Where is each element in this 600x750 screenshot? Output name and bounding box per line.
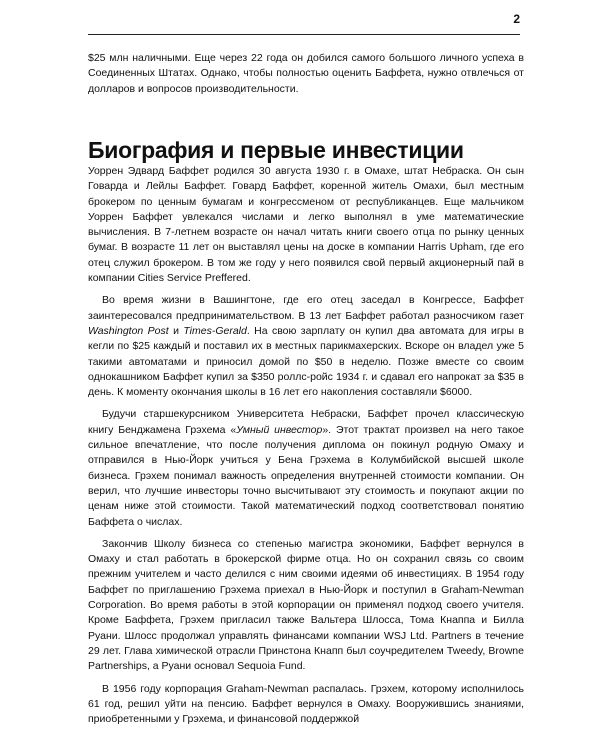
times-gerald-title: Times-Gerald bbox=[183, 324, 247, 337]
paragraph-1: Уоррен Эдвард Баффет родился 30 августа 1930 г. в Омахе, штат Небраска. Он сын Говарда и Лейлы Баффет. Говард Баффет, коренной житель Омахи, был местным брокером по ценным бумагам и конгрессменом от республиканцев. Еще мальчиком Уоррен Баффет увлекался числами и легко выполнял в уме математические вычисления. В 7-летнем возрасте он начал читать книги своего отца по рынку ценных бумаг. В возрасте 11 лет он выставлял цены на доске в компании Harris Upham, где его отец служил брокером. В том же году у него появился свой первый акционерный пай в компании Cities Service Preffered. bbox=[88, 165, 524, 285]
paragraph-3 bbox=[88, 407, 524, 529]
intro-paragraph: $25 млн наличными. Еще через 22 года он добился самого большого личного успеха в Соединенных Штатах. Однако, чтобы полностью оценить Баффета, нужно отвлечься от долларов и вопросов производительности. bbox=[88, 52, 524, 95]
paragraph-2 bbox=[88, 293, 524, 400]
paragraph-3-part-b: ». Этот трактат произвел на него такое сильное впечатление, что после получения диплома он покинул родную Омаху и отправился в Нью-Йорк учиться у Бена Грэхема в Колумбийской высшей школе бизнеса. Грэхем понимал важность определения внутренней стоимости компании. Он верил, что лучшие инвесторы точно высчитывают эту стоимость и покупают акции по ценам ниже этой стоимости. Такой математический подход соответствовал понятию Баффета о числах. bbox=[88, 423, 524, 528]
paragraph-3-part-a: Будучи старшекурсником Университета Небраски, Баффет прочел классическую книгу Бенджамена Грэхема « bbox=[88, 408, 524, 436]
section-body bbox=[88, 164, 524, 734]
page-number: 2 bbox=[513, 12, 520, 26]
paragraph-4: Закончив Школу бизнеса со степенью магистра экономики, Баффет вернулся в Омаху и стал работать в брокерской фирме отца. Но он сохранил связь со своим прежним учителем и часто делился с ним своими идеями об инвестициях. В 1954 году Баффет по приглашению Грэхема приехал в Нью-Йорк и поступил в Graham-Newman Corporation. Во время работы в этой корпорации он применял подход своего учителя. Кроме Баффета, Грэхем пригласил также Вальтера Шлосса, Тома Кнаппа и Билла Руани. Шлосс продолжал управлять финансами компании WSJ Ltd. Partners в течение 29 лет. Глава химической отрасли Принстона Кнапп был соучредителем Tweedy, Browne Partnerships, а Руани основал Sequoia Fund. bbox=[88, 537, 524, 673]
header-rule bbox=[88, 34, 520, 35]
paragraph-5: В 1956 году корпорация Graham-Newman распалась. Грэхем, которому исполнилось 61 год, решил уйти на пенсию. Баффет вернулся в Омаху. Вооружившись знаниями, приобретенными у Грэхема, и финансовой поддержкой bbox=[88, 682, 524, 726]
paragraph-2-part-b: и bbox=[168, 324, 184, 337]
section-title: Биография и первые инвестиции bbox=[88, 137, 464, 164]
paragraph-2-part-c: . На свою зарплату он купил два автомата для игры в кегли по $25 каждый и поставил их в местных парикмахерских. Вскоре он владел уже 5 такими автоматами и приносил домой по $50 в неделю. Позже вместе со своим однокашником Баффет купил за $350 роллс-ройс 1934 г. и сдавал его напрокат за $35 в день. К моменту окончания школы в 16 лет его накопления составляли $6000. bbox=[88, 324, 524, 399]
intro-text bbox=[88, 51, 524, 104]
book-title: Умный инвестор bbox=[236, 423, 323, 436]
paragraph-2-part-a: Во время жизни в Вашингтоне, где его отец заседал в Конгрессе, Баффет заинтересовался предпринимательством. В 13 лет Баффет работал разносчиком газет bbox=[88, 294, 524, 322]
washington-post-title: Washington Post bbox=[88, 324, 169, 337]
